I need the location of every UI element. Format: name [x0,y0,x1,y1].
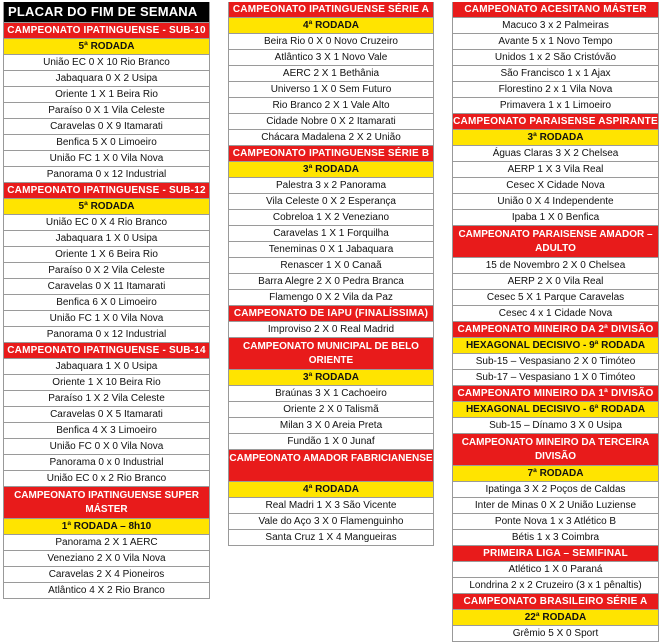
round-header: 4ª RODADA [229,18,433,34]
match-result: Panorama 0 x 12 Industrial [4,327,209,343]
match-result: Avante 5 x 1 Novo Tempo [453,34,658,50]
round-header: 5ª RODADA [4,199,209,215]
match-result: Barra Alegre 2 X 0 Pedra Branca [229,274,433,290]
round-header: 22ª RODADA [453,610,658,626]
match-result: Panorama 0 x 0 Industrial [4,455,209,471]
match-result: Flamengo 0 X 2 Vila da Paz [229,290,433,306]
match-result: Oriente 1 X 1 Beira Rio [4,87,209,103]
match-result: Caravelas 0 X 9 Itamarati [4,119,209,135]
round-header: HEXAGONAL DECISIVO - 6ª RODADA [453,402,658,418]
match-result: Sub-15 – Dínamo 3 X 0 Usipa [453,418,658,434]
match-result: Veneziano 2 X 0 Vila Nova [4,551,209,567]
match-result: AERP 2 X 0 Vila Real [453,274,658,290]
match-result: Bétis 1 x 3 Coimbra [453,530,658,546]
championship-header: CAMPEONATO MINEIRO DA TERCEIRA DIVISÃO [453,434,658,466]
match-result: AERP 1 X 3 Vila Real [453,162,658,178]
championship-header: CAMPEONATO PARAISENSE AMADOR – ADULTO [453,226,658,258]
championship-header: CAMPEONATO MINEIRO DA 2ª DIVISÃO [453,322,658,338]
match-result: Sub-17 – Vespasiano 1 X 0 Timóteo [453,370,658,386]
match-result: Caravelas 1 X 1 Forquilha [229,226,433,242]
championship-header: CAMPEONATO IPATINGUENSE SUPER MÁSTER [4,487,209,519]
match-result: Cidade Nobre 0 X 2 Itamarati [229,114,433,130]
match-result: 15 de Novembro 2 X 0 Chelsea [453,258,658,274]
match-result: União EC 0 X 10 Rio Branco [4,55,209,71]
match-result: Universo 1 X 0 Sem Futuro [229,82,433,98]
match-result: União FC 1 X 0 Vila Nova [4,151,209,167]
match-result: União FC 1 X 0 Vila Nova [4,311,209,327]
match-result: Caravelas 0 X 5 Itamarati [4,407,209,423]
match-result: Cesec 5 X 1 Parque Caravelas [453,290,658,306]
round-header: 4ª RODADA [229,482,433,498]
championship-header: CAMPEONATO DE IAPU (FINALÍSSIMA) [229,306,433,322]
match-result: Santa Cruz 1 X 4 Mangueiras [229,530,433,546]
round-header: HEXAGONAL DECISIVO - 9ª RODADA [453,338,658,354]
match-result: Atlântico 4 X 2 Rio Branco [4,583,209,599]
match-result: Beira Rio 0 X 0 Novo Cruzeiro [229,34,433,50]
round-header: 3ª RODADA [453,130,658,146]
match-result: Benfica 6 X 0 Limoeiro [4,295,209,311]
match-result: Paraíso 1 X 2 Vila Celeste [4,391,209,407]
match-result: Inter de Minas 0 X 2 União Luziense [453,498,658,514]
match-result: Paraíso 0 X 2 Vila Celeste [4,263,209,279]
match-result: Improviso 2 X 0 Real Madrid [229,322,433,338]
match-result: Vale do Aço 3 X 0 Flamenguinho [229,514,433,530]
match-result: União FC 0 X 0 Vila Nova [4,439,209,455]
match-result: Chácara Madalena 2 X 2 União [229,130,433,146]
championship-header: CAMPEONATO MUNICIPAL DE BELO ORIENTE [229,338,433,370]
match-result: Atlântico 3 X 1 Novo Vale [229,50,433,66]
match-result: Braúnas 3 X 1 Cachoeiro [229,386,433,402]
match-result: Oriente 1 X 10 Beira Rio [4,375,209,391]
championship-header: CAMPEONATO PARAISENSE ASPIRANTE [453,114,658,130]
match-result: Atlético 1 X 0 Paraná [453,562,658,578]
championship-header: CAMPEONATO IPATINGUENSE SÉRIE B [229,146,433,162]
match-result: Fundão 1 X 0 Junaf [229,434,433,450]
match-result: Unidos 1 x 2 São Cristóvão [453,50,658,66]
match-result: Jabaquara 1 X 0 Usipa [4,231,209,247]
match-result: Ponte Nova 1 x 3 Atlético B [453,514,658,530]
round-header: 3ª RODADA [229,370,433,386]
match-result: União EC 0 x 2 Rio Branco [4,471,209,487]
match-result: Ipaba 1 X 0 Benfica [453,210,658,226]
match-result: AERC 2 X 1 Bethânia [229,66,433,82]
match-result: Real Madri 1 X 3 São Vicente [229,498,433,514]
match-result: Vila Celeste 0 X 2 Esperança [229,194,433,210]
match-result: Benfica 4 X 3 Limoeiro [4,423,209,439]
scoreboard-column-2 [228,2,434,546]
match-result: Primavera 1 x 1 Limoeiro [453,98,658,114]
match-result: Sub-15 – Vespasiano 2 X 0 Timóteo [453,354,658,370]
match-result: União 0 X 4 Independente [453,194,658,210]
match-result: Palestra 3 x 2 Panorama [229,178,433,194]
scoreboard-column-3 [452,2,659,642]
championship-header: CAMPEONATO IPATINGUENSE - SUB-10 [4,23,209,39]
championship-header: CAMPEONATO IPATINGUENSE - SUB-14 [4,343,209,359]
match-result: Jabaquara 0 X 2 Usipa [4,71,209,87]
match-result: Florestino 2 x 1 Vila Nova [453,82,658,98]
championship-header: CAMPEONATO AMADOR FABRICIANENSE [229,450,433,482]
round-header: 7ª RODADA [453,466,658,482]
match-result: Milan 3 X 0 Areia Preta [229,418,433,434]
match-result: Oriente 2 X 0 Talismã [229,402,433,418]
match-result: Panorama 2 X 1 AERC [4,535,209,551]
championship-header: CAMPEONATO IPATINGUENSE - SUB-12 [4,183,209,199]
match-result: Águas Claras 3 X 2 Chelsea [453,146,658,162]
match-result: Cobreloa 1 X 2 Veneziano [229,210,433,226]
match-result: Panorama 0 x 12 Industrial [4,167,209,183]
match-result: Benfica 5 X 0 Limoeiro [4,135,209,151]
match-result: São Francisco 1 x 1 Ajax [453,66,658,82]
championship-header: CAMPEONATO ACESITANO MÁSTER [453,2,658,18]
scoreboard-column-1 [3,2,210,599]
match-result: Grêmio 5 X 0 Sport [453,626,658,642]
championship-header: CAMPEONATO BRASILEIRO SÉRIE A [453,594,658,610]
round-header: 3ª RODADA [229,162,433,178]
match-result: Londrina 2 x 2 Cruzeiro (3 x 1 pênaltis) [453,578,658,594]
match-result: União EC 0 X 4 Rio Branco [4,215,209,231]
match-result: Teneminas 0 X 1 Jabaquara [229,242,433,258]
match-result: Ipatinga 3 X 2 Poços de Caldas [453,482,658,498]
match-result: Jabaquara 1 X 0 Usipa [4,359,209,375]
round-header: 5ª RODADA [4,39,209,55]
match-result: Paraíso 0 X 1 Vila Celeste [4,103,209,119]
page-title: PLACAR DO FIM DE SEMANA [4,2,209,23]
match-result: Renascer 1 X 0 Canaã [229,258,433,274]
match-result: Cesec X Cidade Nova [453,178,658,194]
match-result: Cesec 4 x 1 Cidade Nova [453,306,658,322]
championship-header: PRIMEIRA LIGA – SEMIFINAL [453,546,658,562]
match-result: Caravelas 0 X 11 Itamarati [4,279,209,295]
round-header: 1ª RODADA – 8h10 [4,519,209,535]
match-result: Rio Branco 2 X 1 Vale Alto [229,98,433,114]
match-result: Caravelas 2 X 4 Pioneiros [4,567,209,583]
championship-header: CAMPEONATO IPATINGUENSE SÉRIE A [229,2,433,18]
championship-header: CAMPEONATO MINEIRO DA 1ª DIVISÃO [453,386,658,402]
match-result: Oriente 1 X 6 Beira Rio [4,247,209,263]
match-result: Macuco 3 x 2 Palmeiras [453,18,658,34]
